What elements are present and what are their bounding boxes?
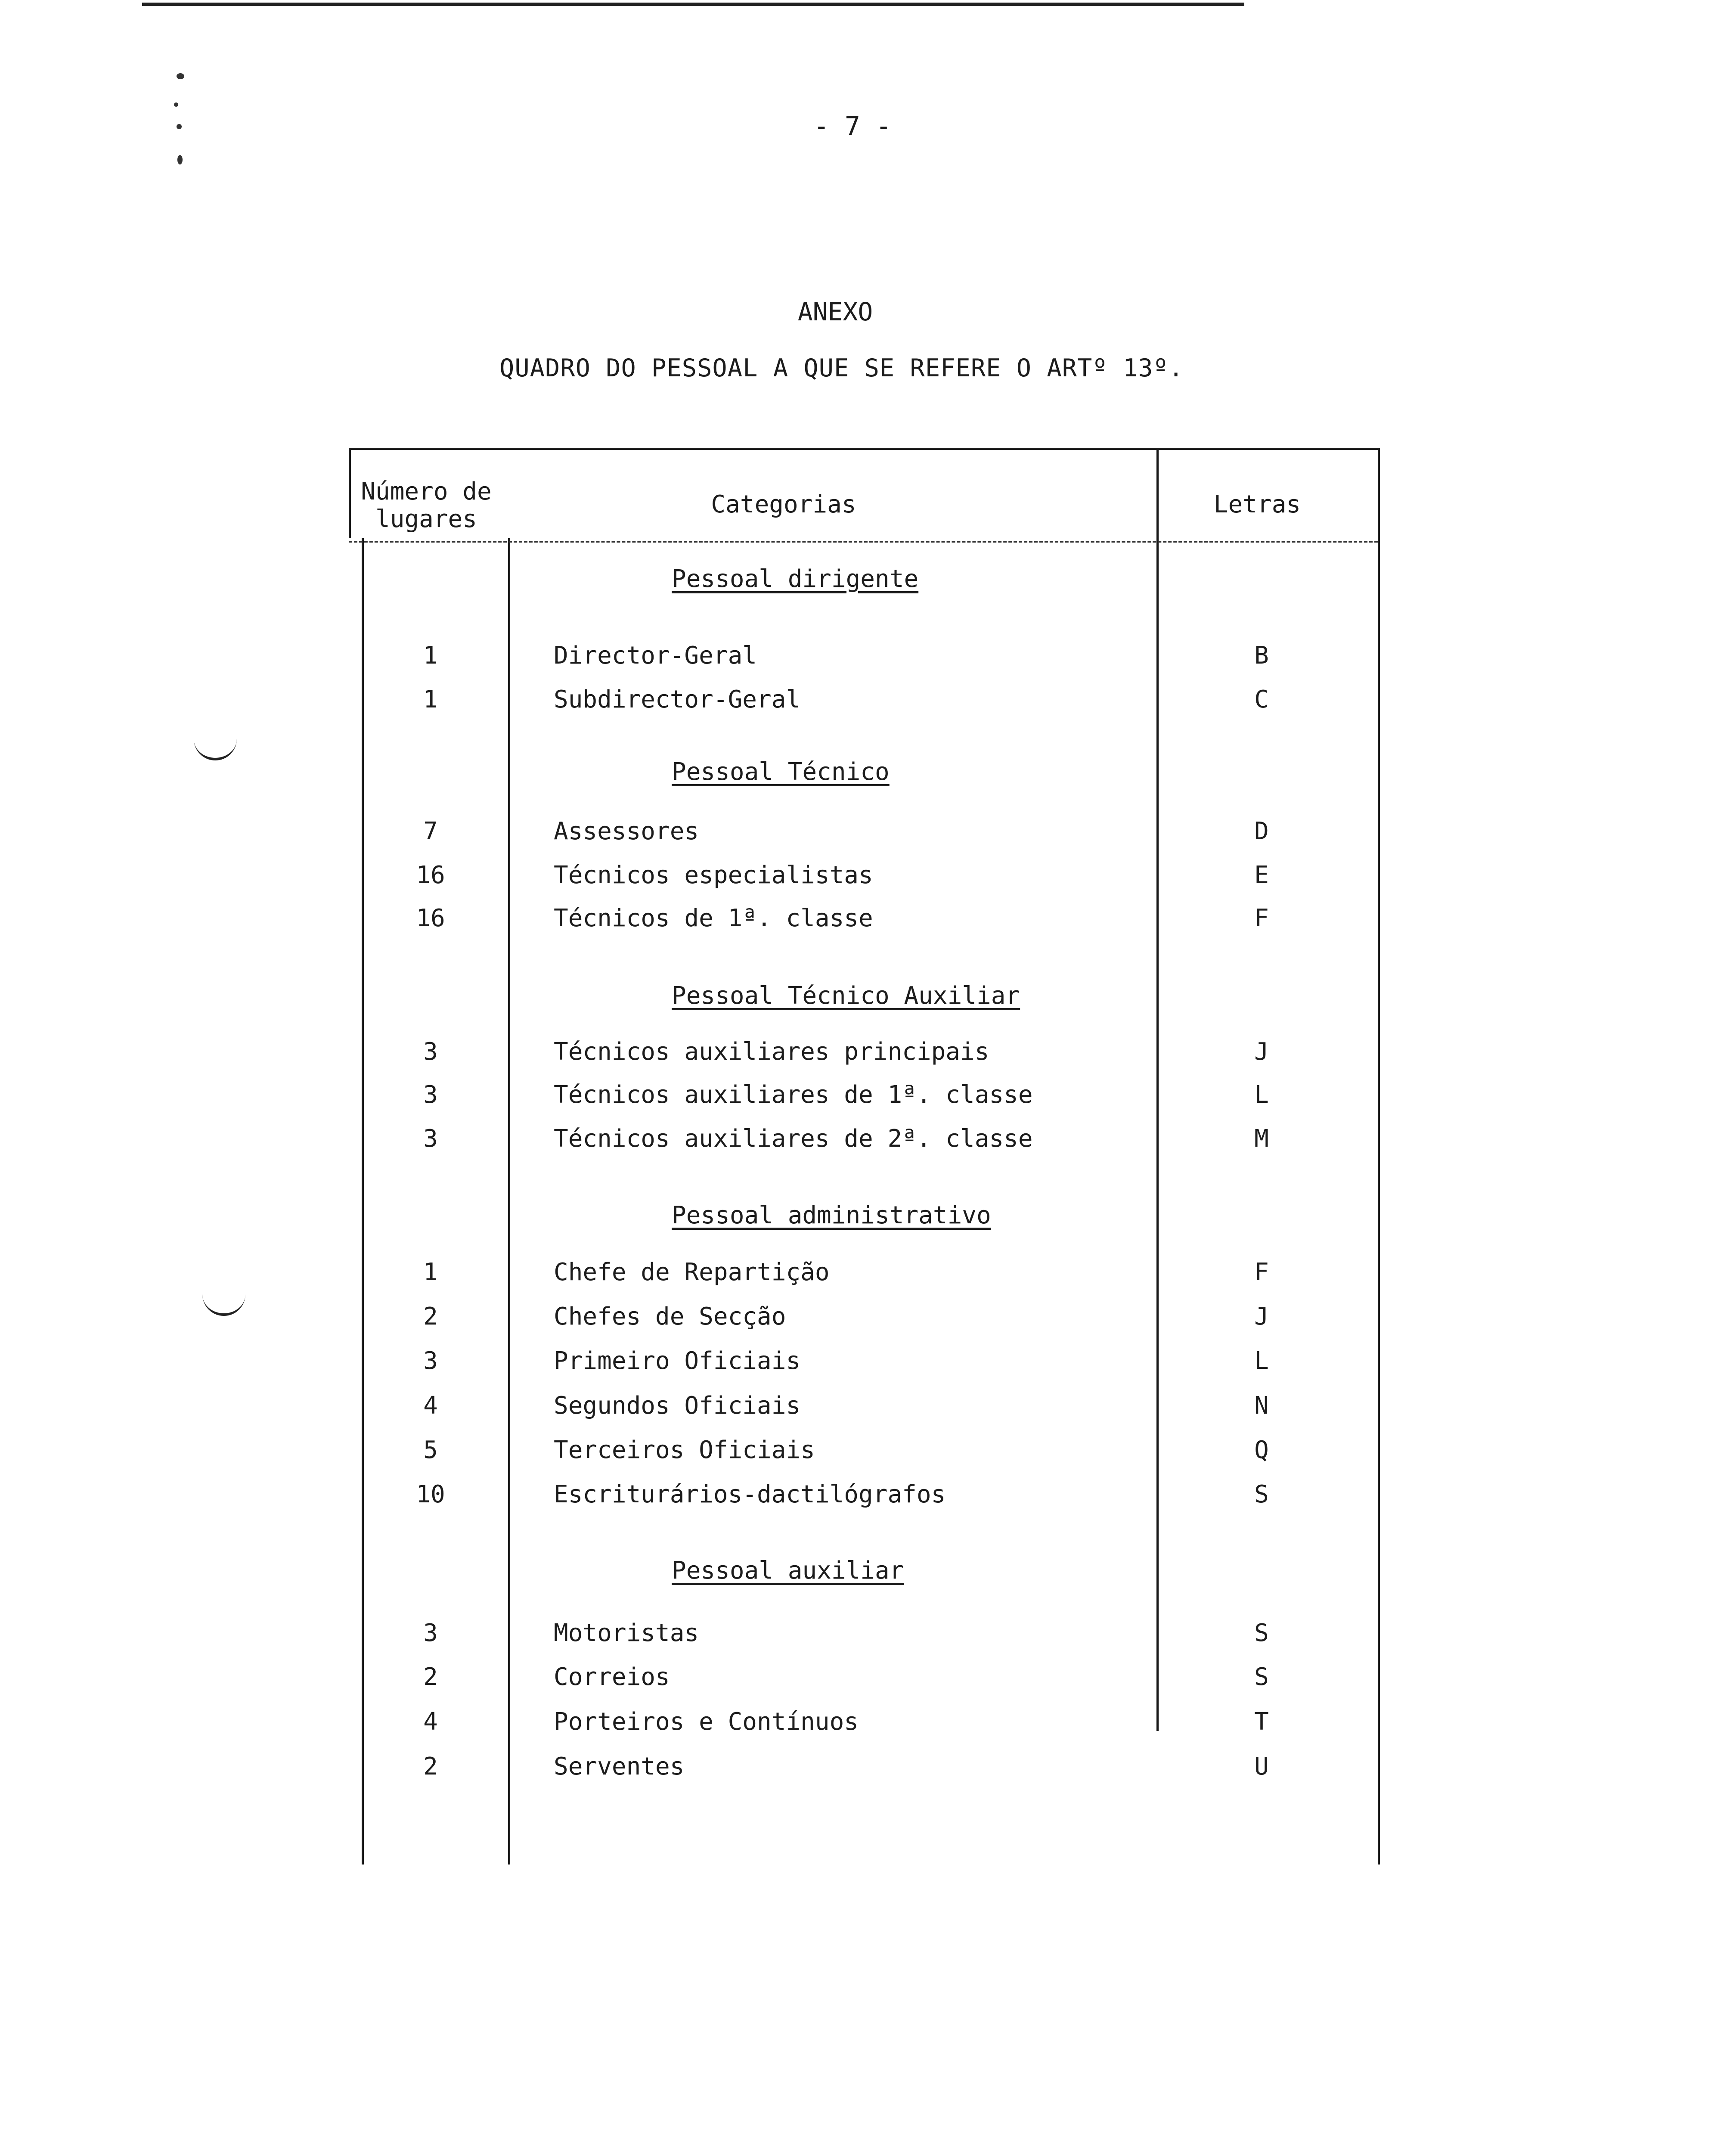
- section-heading-auxiliar: Pessoal auxiliar: [672, 1557, 904, 1585]
- table-left-border: [349, 448, 351, 538]
- row-number: 3: [423, 1619, 438, 1647]
- row-number: 4: [423, 1392, 438, 1420]
- row-category: Correios: [554, 1663, 670, 1691]
- row-category: Técnicos de 1ª. classe: [554, 904, 873, 932]
- header-separator: [349, 541, 1378, 543]
- scan-speck: [177, 155, 183, 164]
- row-letter: B: [1254, 642, 1269, 670]
- margin-bracket-mark: [202, 1287, 245, 1316]
- row-number: 3: [423, 1347, 438, 1375]
- row-category: Assessores: [554, 817, 699, 845]
- header-letters: Letras: [1213, 490, 1301, 518]
- table-top-border: [349, 448, 1378, 450]
- header-number-of-places: Número de lugares: [361, 478, 492, 533]
- row-letter: D: [1254, 817, 1269, 845]
- row-number: 10: [416, 1480, 445, 1508]
- row-letter: U: [1254, 1753, 1269, 1781]
- row-letter: S: [1254, 1663, 1269, 1691]
- row-category: Técnicos especialistas: [554, 861, 873, 889]
- row-category: Segundos Oficiais: [554, 1392, 801, 1420]
- row-letter: C: [1254, 686, 1269, 714]
- row-letter: L: [1254, 1347, 1269, 1375]
- table-right-border: [1378, 448, 1380, 1864]
- row-letter: J: [1254, 1303, 1269, 1331]
- row-letter: Q: [1254, 1436, 1269, 1464]
- row-category: Terceiros Oficiais: [554, 1436, 815, 1464]
- row-number: 1: [423, 642, 438, 670]
- letters-column-left-rule: [1156, 448, 1159, 1731]
- row-number: 1: [423, 686, 438, 714]
- document-subtitle: QUADRO DO PESSOAL A QUE SE REFERE O ARTº 13º.: [499, 354, 1184, 382]
- section-heading-dirigente: Pessoal dirigente: [672, 565, 919, 593]
- row-number: 16: [416, 861, 445, 889]
- row-letter: F: [1254, 1258, 1269, 1286]
- margin-bracket-mark: [194, 732, 237, 760]
- row-letter: S: [1254, 1619, 1269, 1647]
- row-category: Técnicos auxiliares de 1ª. classe: [554, 1081, 1033, 1109]
- section-heading-tecnico-auxiliar: Pessoal Técnico Auxiliar: [672, 982, 1020, 1010]
- row-number: 3: [423, 1038, 438, 1066]
- row-number: 16: [416, 904, 445, 932]
- row-number: 2: [423, 1303, 438, 1331]
- row-number: 3: [423, 1081, 438, 1109]
- row-letter: T: [1254, 1708, 1269, 1736]
- row-category: Subdirector-Geral: [554, 686, 801, 714]
- row-category: Técnicos auxiliares de 2ª. classe: [554, 1125, 1033, 1153]
- annex-title: ANEXO: [797, 297, 873, 326]
- page-number: - 7 -: [813, 111, 892, 141]
- row-category: Técnicos auxiliares principais: [554, 1038, 989, 1066]
- scan-speck: [174, 102, 178, 107]
- row-letter: M: [1254, 1125, 1269, 1153]
- header-categories: Categorias: [711, 490, 856, 518]
- row-letter: L: [1254, 1081, 1269, 1109]
- row-category: Director-Geral: [554, 642, 757, 670]
- row-letter: E: [1254, 861, 1269, 889]
- section-heading-administrativo: Pessoal administrativo: [672, 1201, 991, 1229]
- row-letter: N: [1254, 1392, 1269, 1420]
- row-category: Primeiro Oficiais: [554, 1347, 801, 1375]
- scan-speck: [177, 124, 182, 129]
- row-number: 3: [423, 1125, 438, 1153]
- row-category: Chefes de Secção: [554, 1303, 786, 1331]
- row-category: Motoristas: [554, 1619, 699, 1647]
- row-letter: F: [1254, 904, 1269, 932]
- section-heading-tecnico: Pessoal Técnico: [672, 758, 890, 786]
- row-letter: S: [1254, 1480, 1269, 1508]
- row-category: Escriturários-dactilógrafos: [554, 1480, 946, 1508]
- row-number: 7: [423, 817, 438, 845]
- row-number: 5: [423, 1436, 438, 1464]
- row-category: Chefe de Repartição: [554, 1258, 830, 1286]
- top-scan-rule: [142, 3, 1244, 6]
- row-category: Serventes: [554, 1753, 685, 1781]
- row-category: Porteiros e Contínuos: [554, 1708, 859, 1736]
- row-letter: J: [1254, 1038, 1269, 1066]
- scan-speck: [177, 73, 184, 79]
- category-column-rule: [508, 538, 510, 1864]
- row-number: 2: [423, 1663, 438, 1691]
- row-number: 4: [423, 1708, 438, 1736]
- row-number: 1: [423, 1258, 438, 1286]
- row-number: 2: [423, 1753, 438, 1781]
